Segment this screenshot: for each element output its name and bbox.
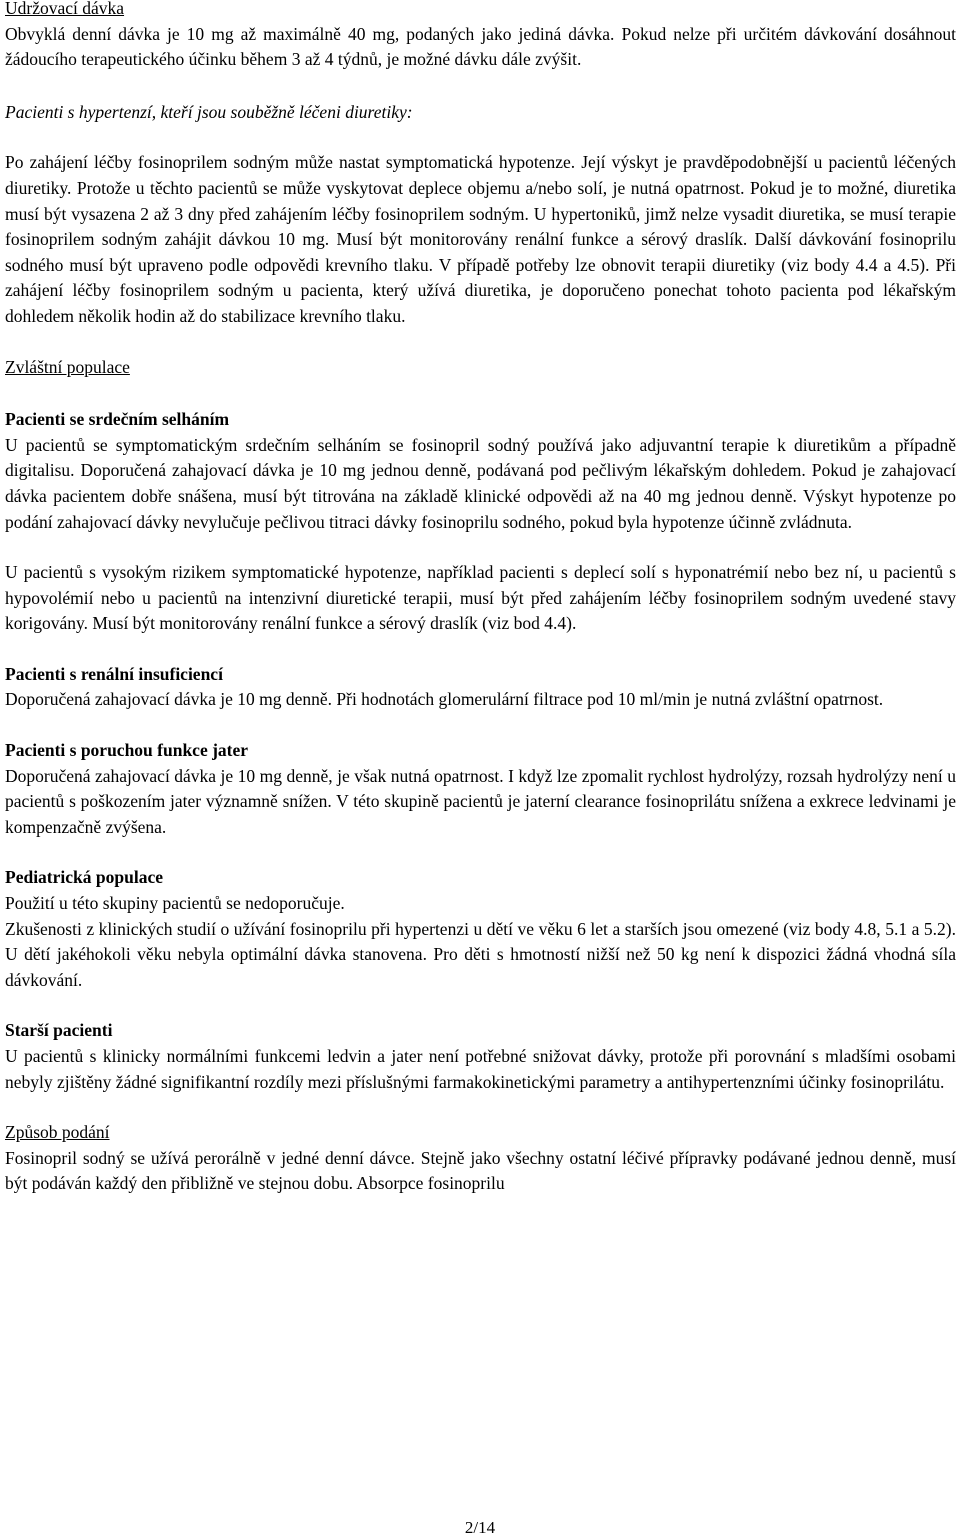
paragraph-renalni-insuficience: Doporučená zahajovací dávka je 10 mg denně. Při hodnotách glomerulární filtrace pod 10 ml/min je nutná zvláštní opatrnost. — [5, 689, 884, 710]
heading-udrzovaci-davka: Udržovací dávka — [5, 0, 125, 18]
document-page — [5, 0, 956, 1197]
paragraph-srdecni-selhani-2: U pacientů s vysokým rizikem symptomatické hypotenze, například pacienti s deplecí solí s hyponatrémií nebo bez ní, u pacientů s hypovolémií nebo u pacientů na intenzivní diuretické terapii, musí být před zahájením léčby fosinoprilem sodným uvedené stavy korigovány. Musí být monitorovány renální funkce a sérový draslík (viz bod 4.4). — [5, 562, 956, 634]
heading-starsi-pacienti: Starší pacienti — [5, 1020, 113, 1041]
heading-renalni-insuficience: Pacienti s renální insuficiencí — [5, 663, 223, 684]
heading-porucha-jater: Pacienti s poruchou funkce jater — [5, 740, 249, 761]
page-number: 2/14 — [464, 1518, 496, 1537]
paragraph-hypertenze-diuretika: Po zahájení léčby fosinoprilem sodným může nastat symptomatická hypotenze. Její výskyt je pravděpodobnější u pacientů léčených diuretiky. Protože u těchto pacientů se může vyskytovat deplece objemu a/nebo solí, je nutná opatrnost. Pokud je to možné, diuretika musí být vysazena 2 až 3 dny před zahájením léčby fosinoprilem sodným. U hypertoniků, jimž nelze vysadit diuretika, se musí terapie fosinoprilem sodným zahájit dávkou 10 mg. Musí být monitorovány renální funkce a sérový draslík. Další dávkování fosinoprilu sodného musí být upraveno podle odpovědi krevního tlaku. V případě potřeby lze obnovit terapii diuretiky (viz body 4.4 a 4.5). Při zahájení léčby fosinoprilem sodným u pacienta, který užívá diuretika, je doporučeno ponechat tohoto pacienta pod lékařským dohledem několik hodin až do stabilizace krevního tlaku. — [5, 152, 956, 326]
paragraph-pediatricka-1: Použití u této skupiny pacientů se nedoporučuje. — [5, 893, 345, 914]
heading-hypertenze-diuretika: Pacienti s hypertenzí, kteří jsou souběžně léčeni diuretiky: — [5, 101, 413, 122]
heading-zpusob-podani: Způsob podání — [5, 1122, 110, 1143]
paragraph-srdecni-selhani-1: U pacientů se symptomatickým srdečním selháním se fosinopril sodný používá jako adjuvantní terapie k diuretikům a případně digitalisu. Doporučená zahajovací dávka je 10 mg jednou denně, podávaná pod pečlivým lékařským dohledem. Pokud je zahajovací dávka pacientem dobře snášena, musí být titrována na základě klinické odpovědi až na 40 mg jednou denně. Výskyt hypotenze po podání zahajovací dávky nevylučuje pečlivou titraci dávky fosinoprilu sodného, pokud byla hypotenze účinně zvládnuta. — [5, 434, 956, 532]
heading-zvlastni-populace: Zvláštní populace — [5, 356, 130, 377]
paragraph-starsi-pacienti: U pacientů s klinicky normálními funkcemi ledvin a jater není potřebné snižovat dávky, protože při porovnání s mladšími osobami nebyly zjištěny žádné signifikantní rozdíly mezi příslušnými farmakokinetickými parametry a antihypertenzními účinky fosinoprilátu. — [5, 1046, 956, 1092]
paragraph-porucha-jater: Doporučená zahajovací dávka je 10 mg denně, je však nutná opatrnost. I když lze zpomalit rychlost hydrolýzy, rozsah hydrolýzy není u pacientů s poškozením jater významně snížen. V této skupině pacientů je jaterní clearance fosinoprilátu snížena a exkrece ledvinami je kompenzačně zvýšena. — [5, 765, 956, 837]
paragraph-zpusob-podani: Fosinopril sodný se užívá perorálně v jedné denní dávce. Stejně jako všechny ostatní léčivé přípravky podávané jednou denně, musí být podáván každý den přibližně ve stejnou dobu. Absorpce fosinoprilu — [5, 1147, 956, 1194]
paragraph-pediatricka-2: Zkušenosti z klinických studií o užívání fosinoprilu při hypertenzi u dětí ve věku 6 let a starších jsou omezené (viz body 4.8, 5.1 a 5.2). U dětí jakéhokoli věku nebyla optimální dávka stanovena. Pro děti s hmotností nižší než 50 kg není k dispozici žádná vhodná síla dávkování. — [5, 918, 956, 990]
heading-pediatricka-populace: Pediatrická populace — [5, 867, 163, 888]
heading-srdecni-selhani: Pacienti se srdečním selháním — [5, 409, 230, 430]
paragraph-udrzovaci-davka: Obvyklá denní dávka je 10 mg až maximálně 40 mg, podaných jako jediná dávka. Pokud nelze při určitém dávkování dosáhnout žádoucího terapeutického účinku během 3 až 4 týdnů, je možné dávku dále zvýšit. — [5, 23, 956, 70]
